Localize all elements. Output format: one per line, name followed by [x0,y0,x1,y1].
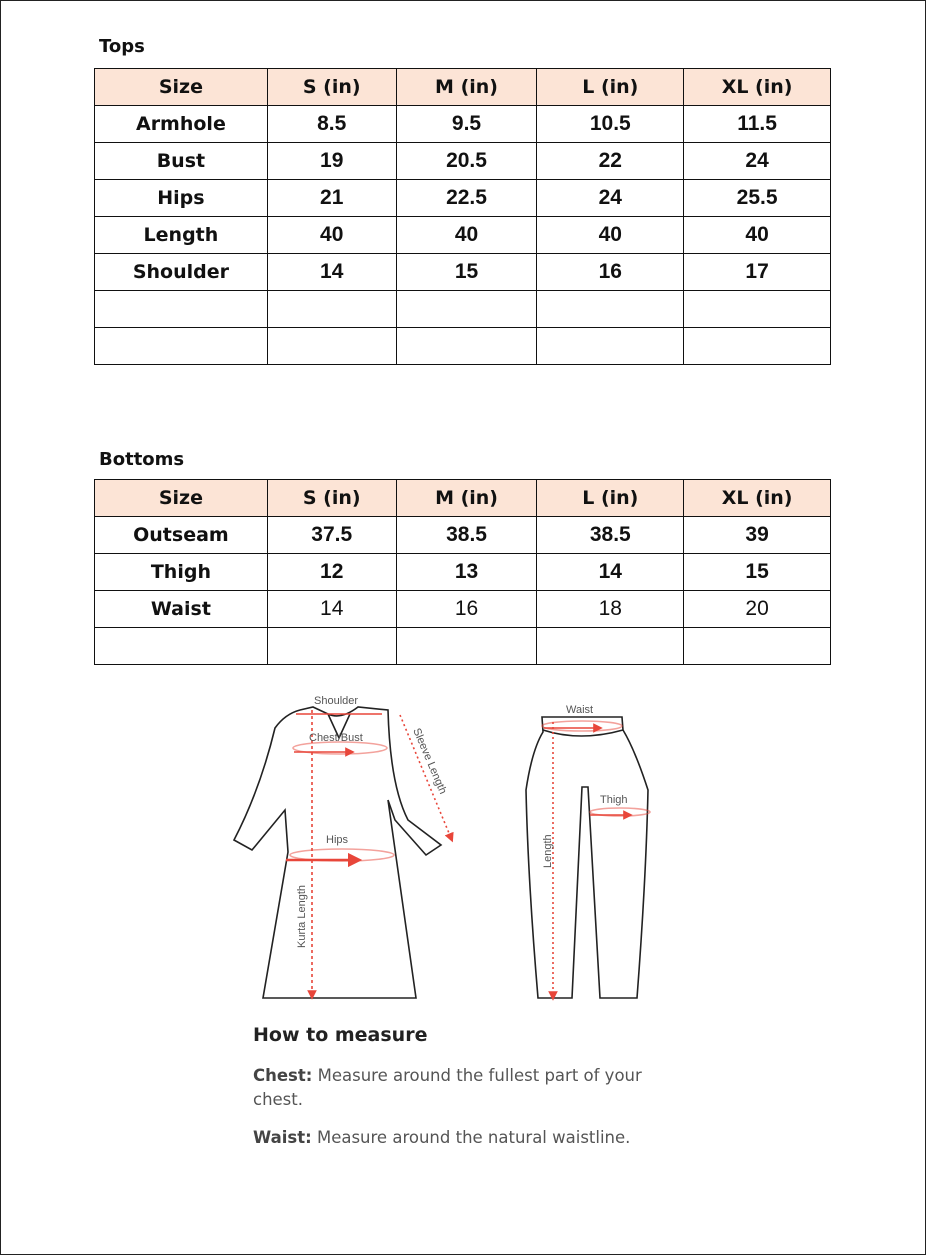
value-cell: 12 [267,554,396,591]
header-cell: M (in) [396,480,537,517]
header-cell: Size [95,69,268,106]
value-cell [396,291,537,328]
header-cell: S (in) [267,69,396,106]
instruction-term: Chest: [253,1066,313,1085]
value-cell: 16 [537,254,684,291]
sleeve-length-label: Sleeve Length [410,726,449,796]
value-cell: 22 [537,143,684,180]
header-cell: S (in) [267,480,396,517]
value-cell: 40 [684,217,831,254]
row-label: Outseam [95,517,268,554]
pants-measure-marks [542,721,650,996]
bottoms-title: Bottoms [99,449,185,470]
value-cell [396,328,537,365]
value-cell: 10.5 [537,106,684,143]
value-cell: 15 [396,254,537,291]
value-cell: 24 [537,180,684,217]
value-cell: 15 [684,554,831,591]
kurta-illustration [234,707,441,998]
table-row [95,591,831,628]
value-cell: 14 [267,591,396,628]
how-to-measure-title: How to measure [253,1024,428,1046]
how-to-measure [253,1024,653,1164]
value-cell: 16 [396,591,537,628]
table-row [95,628,831,665]
value-cell [537,328,684,365]
row-label [95,628,268,665]
row-label: Hips [95,180,268,217]
value-cell: 14 [537,554,684,591]
value-cell: 37.5 [267,517,396,554]
row-label: Armhole [95,106,268,143]
header-cell: Size [95,480,268,517]
table-row [95,328,831,365]
table-row [95,217,831,254]
kurta-length-label: Kurta Length [296,885,308,948]
row-label: Waist [95,591,268,628]
row-label: Length [95,217,268,254]
value-cell: 40 [396,217,537,254]
thigh-label: Thigh [600,794,628,806]
value-cell: 22.5 [396,180,537,217]
row-label: Thigh [95,554,268,591]
value-cell [684,628,831,665]
table-row [95,254,831,291]
value-cell: 20.5 [396,143,537,180]
pants-length-label: Length [542,834,554,868]
table-row [95,180,831,217]
header-cell: M (in) [396,69,537,106]
value-cell: 25.5 [684,180,831,217]
value-cell [537,628,684,665]
chest-instruction [253,1064,653,1112]
bottoms-size-table [94,479,831,665]
instruction-term: Waist: [253,1128,312,1147]
row-label: Bust [95,143,268,180]
value-cell: 9.5 [396,106,537,143]
value-cell [267,291,396,328]
row-label: Shoulder [95,254,268,291]
table-row [95,106,831,143]
table-row [95,143,831,180]
tops-size-table [94,68,831,365]
row-label [95,291,268,328]
waist-instruction [253,1126,653,1150]
header-cell: XL (in) [684,480,831,517]
table-header-row [95,69,831,106]
measurement-diagram [230,690,670,1010]
table-row [95,291,831,328]
value-cell: 8.5 [267,106,396,143]
value-cell: 13 [396,554,537,591]
chest-label: Chest/Bust [309,732,363,744]
instruction-text: Measure around the fullest part of your chest. [253,1066,642,1109]
value-cell: 20 [684,591,831,628]
instruction-text: Measure around the natural waistline. [311,1128,631,1147]
value-cell [537,291,684,328]
tops-title: Tops [99,36,145,57]
value-cell [267,628,396,665]
hips-label: Hips [326,834,349,846]
value-cell: 40 [537,217,684,254]
table-row [95,517,831,554]
value-cell [684,291,831,328]
value-cell: 11.5 [684,106,831,143]
header-cell: L (in) [537,69,684,106]
value-cell: 38.5 [396,517,537,554]
value-cell: 38.5 [537,517,684,554]
value-cell [267,328,396,365]
waist-label: Waist [566,704,594,716]
value-cell: 19 [267,143,396,180]
shoulder-label: Shoulder [314,695,359,707]
header-cell: XL (in) [684,69,831,106]
value-cell: 21 [267,180,396,217]
header-cell: L (in) [537,480,684,517]
row-label [95,328,268,365]
value-cell [684,328,831,365]
value-cell: 14 [267,254,396,291]
value-cell: 24 [684,143,831,180]
value-cell [396,628,537,665]
table-row [95,554,831,591]
value-cell: 18 [537,591,684,628]
value-cell: 40 [267,217,396,254]
value-cell: 17 [684,254,831,291]
table-header-row [95,480,831,517]
value-cell: 39 [684,517,831,554]
